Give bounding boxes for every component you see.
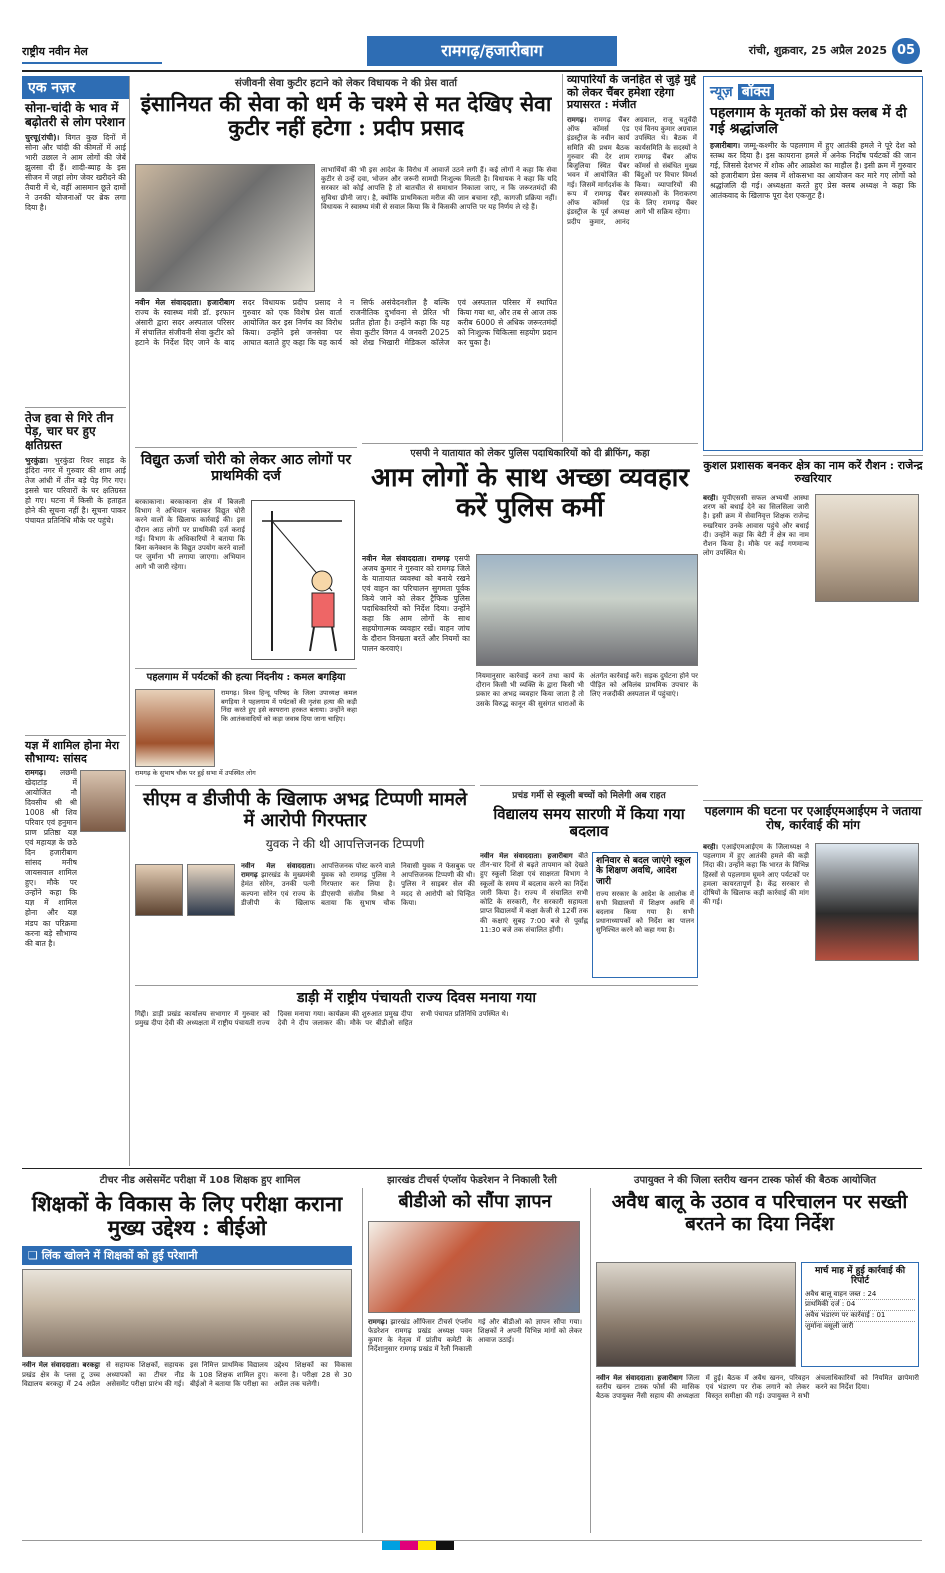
strip-kicker-2: झारखंड टीचर्स एंप्लॉय फेडरेशन ने निकाली रैली <box>387 1175 557 1186</box>
news-box-body: हजारीबाग। जम्मू-कश्मीर के पहलगाम में हुए आतंकी हमले ने पूरे देश को स्तब्ध कर दिया है। इस कायराना हमले में अनेक निर्दोष पर्यटकों की जान गई, जिससे देशभर में शोक और आक्रोश का माहौल है। इसी क्रम में गुरुवार को हजारीबाग प्रेस क्लब में शोकसभा का आयोजन कर मारे गए लोगों को श्रद्धांजलि दी गई। अध्यक्षता करते हुए प्रेस क्लब अध्यक्ष ने कहा कि आतंकवाद के खिलाफ पूरा देश एकजुट है। <box>710 141 916 201</box>
school-body: नवीन मेल संवाददाता। हजारीबाग बीते तीन-चार दिनों से बढ़ते तापमान को देखते हुए स्कूली शिक्षा एवं साक्षरता विभाग ने स्कूलों के समय में बदलाव करने का निर्देश जारी किया है। राज्य में संचालित सभी कोटि के सरकारी, गैर सरकारी सहायता प्राप्त विद्यालयों में कक्षा केजी से 12वीं तक की कक्षाएं सुबह 7:00 बजे से पूर्वाह्न 11:30 बजे तक संचालित होंगी। <box>480 852 588 934</box>
nazar-item-3-body: रामगढ़। लछमी खेदाटांड़ में आयोजित नौ दिवसीय श्री श्री 1008 श्री शिव परिवार एवं हनुमान प्राण प्रतिष्ठा यज्ञ एवं महायज्ञ के छठे दिन हजारीबाग सांसद मनीष जायसवाल शामिल हुए। मौके पर उन्होंने कहा कि यज्ञ में शामिल होना और यज्ञ मंडप का परिक्रमा करना बड़े सौभाग्य की बात है। <box>25 768 77 948</box>
news-box-headline: पहलगाम के मृतकों को प्रेस क्लब में दी गई श्रद्धांजलि <box>710 105 907 138</box>
nazar-item-1-body: चुरचू(रांची)। विगत कुछ दिनों में सोना और चांदी की कीमतों में आई भारी उछाल ने आम लोगों की जेबें झुलसा दी हैं। शादी-ब्याह के इस सीजन में जहां लोग जेवर खरीदने की तैयारी में थे, वहीं आसमान छूते दामों ने उनकी योजनाओं पर ब्रेक लगा दिया है। <box>25 132 126 212</box>
panchayati-raj-story <box>135 985 698 1160</box>
press-body-right: लाभार्थियों की भी इस आदेश के विरोध में आवाजें उठने लगी हैं। कई लोगों ने कहा कि सेवा कुटीर से उन्हें दवा, भोजन और जरूरी सामग्री निःशुल्क मिलती है। विधायक ने कहा कि यदि सरकार को कोई आपत्ति है तो बातचीत से समाधान निकाला जाए, न कि जरूरतमंदों की सुविधा छीनी जाए। है, क्योंकि प्राथमिकता मरीज की जान बचाना रही, कागजी प्रक्रिया नहीं। विधायक ने स्वास्थ्य मंत्री से सवाल किया कि वे किसकी आपत्ति पर यह निर्णय ले रहे हैं। <box>321 166 557 211</box>
nazar-item-2-body: भुरकुंडा। भुरकुंडा रिवर साइड के इंदिरा नगर में गुरुवार की शाम आई तेज आंधी में तीन बड़े पेड़ गिर गए। इससे चार परिवारों के घर क्षतिग्रस्त हो गए। घटना में किसी के हताहत होने की सूचना नहीं है। सूचना पाकर पंचायत प्रतिनिधि मौके पर पहुंचे। <box>25 455 126 526</box>
chamber-body: रामगढ़। रामगढ़ चैंबर ऑफ कॉमर्स एंड इंडस्ट्रीज के नवीन कार्य समिति की प्रथम बैठक गुरुवार की देर शाम बिजुलिया स्थित चैंबर भवन में आयोजित की गई। जिसमें मार्गदर्शक के रूप में रामगढ़ चैंबर ऑफ कॉमर्स एंड इंडस्ट्रीज के पूर्व अध्यक्ष प्रदीप कुमार, आनंद अग्रवाल, राजू चतुर्वेदी एवं विनय कुमार अग्रवाल उपस्थित थे। बैठक में कार्यसमिति के सदस्यों ने रामगढ़ चैंबर ऑफ कॉमर्स से संबंधित मुख्य बिंदुओं पर विचार विमर्श किया। व्यापारियों की समस्याओं के निराकरण के लिए रामगढ़ चैंबर आगे भी सक्रिय रहेगा। <box>567 115 697 226</box>
pahalgam-condemn-story <box>135 668 357 780</box>
school-box-head: शनिवार से बदल जाएंगे स्कूल के शिक्षण अवधि, आदेश जारी <box>596 856 691 887</box>
elec-body: बरकाकाना। बरकाकाना क्षेत्र में बिजली विभाग ने अभियान चलाकर विद्युत चोरी करने वालों के खिलाफ कार्रवाई की। इस दौरान आठ लोगों पर प्राथमिकी दर्ज कराई गई। विभाग के अधिकारियों ने बताया कि बिना कनेक्शन के विद्युत उपयोग करने वालों पर जुर्माना भी लगाया जाएगा। अभियान आगे भी जारी रहेगा। <box>135 498 245 571</box>
electricity-story <box>135 447 357 665</box>
arrest-photo-2 <box>187 864 235 916</box>
teacher-exam-story <box>22 1188 352 1533</box>
pahal-photo <box>135 689 215 767</box>
obit-photo <box>815 494 919 602</box>
bot3-photo <box>596 1262 796 1367</box>
obit-body: बरही। यूपीएससी सफल अभ्यर्थी आस्था शरण को बधाई देने का सिलसिला जारी है। इसी क्रम में सेवानिवृत्त शिक्षक राजेन्द्र रुखरियार उनके आवास पहुंचे और बधाई दी। उन्होंने कहा कि बेटी ने क्षेत्र का नाम रौशन किया है। मौके पर कई गणमान्य लोग उपस्थित थे। <box>703 494 809 558</box>
press-body: नवीन मेल संवाददाता। हजारीबाग राज्य के स्वास्थ्य मंत्री डॉ. इरफान अंसारी द्वारा सदर अस्पताल परिसर में संचालित संजीवनी सेवा कुटीर को हटाने के निर्देश दिए जाने के बाद सदर विधायक प्रदीप प्रसाद ने गुरुवार को एक विशेष प्रेस वार्ता आयोजित कर इस निर्णय का विरोध किया। उन्होंने इसे जनसेवा पर आघात बताते हुए कहा कि यह कार्य न सिर्फ असंवेदनशील है बल्कि राजनीतिक दुर्भावना से प्रेरित भी प्रतीत होता है। उन्होंने कहा कि यह सेवा कुटीर विगत 4 जनवरी 2025 को शेख भिखारी मेडिकल कॉलेज एवं अस्पताल परिसर में स्थापित किया गया था, और तब से आज तक करीब 6000 से अधिक जरूरतमंदों को निःशुल्क चिकित्सा सहयोग प्रदान कर चुका है। <box>135 298 557 348</box>
ek-nazar-tag: एक नज़र <box>22 76 129 99</box>
chamber-story <box>562 74 697 442</box>
bot3-box-line-2: प्राथमिकी दर्ज : 04 <box>805 1300 915 1311</box>
memorandum-story <box>362 1188 582 1533</box>
police-photo <box>476 554 698 666</box>
school-headline: विद्यालय समय सारणी में किया गया बदलाव <box>493 805 685 841</box>
arrest-headline: सीएम व डीजीपी के खिलाफ अभद्र टिप्पणी मामले में आरोपी गिरफ्तार <box>142 789 468 831</box>
press-photo <box>135 164 315 292</box>
strip-kicker-1: टीचर नीड असेसमेंट परीक्षा में 108 शिक्षक हुए शामिल <box>99 1175 301 1186</box>
aimim-body: बरही। एआईएमआईएम के जिलाध्यक्ष ने पहलगाम में हुए आतंकी हमले की कड़ी निंदा की। उन्होंने कहा कि भारत के विभिन्न हिस्सों से पहलगाम घूमने आए पर्यटकों पर हमला कायरतापूर्ण है। केंद्र सरकार से दोषियों के खिलाफ कड़ी कार्रवाई की मांग की गई। <box>703 843 809 907</box>
pahal-caption: रामगढ़ के सुभाष चौक पर हुई सभा में उपस्थित लोग <box>135 769 256 777</box>
bot3-headline: अवैध बालू के उठाव व परिचालन पर सख्ती बरतने का दिया निर्देश <box>611 1191 908 1235</box>
police-kicker: एसपी ने यातायात को लेकर पुलिस पदाधिकारियों को दी ब्रीफिंग, कहा <box>410 448 650 459</box>
school-box-body: राज्य सरकार के आदेश के आलोक में सभी विद्यालयों में शिक्षण अवधि में बदलाव किया गया है। सभी प्रधानाध्यापकों को निर्देश का पालन सुनिश्चित करने को कहा गया है। <box>596 890 694 934</box>
bot2-photo <box>368 1221 580 1313</box>
electricity-cartoon <box>251 500 355 660</box>
pahal-headline: पहलगाम में पर्यटकों की हत्या निंदनीय : कमल बगड़िया <box>146 672 346 683</box>
footer-register-strip <box>22 1540 922 1550</box>
paper-logo: राष्ट्रीय नवीन मेल <box>22 40 162 64</box>
press-kicker: संजीवनी सेवा कुटीर हटाने को लेकर विधायक ने की प्रेस वार्ता <box>235 78 457 89</box>
arrest-sub: युवक ने की थी आपत्तिजनक टिप्पणी <box>265 837 425 852</box>
bot3-body: नवीन मेल संवाददाता। हजारीबाग जिला स्तरीय खनन टास्क फोर्स की मासिक बैठक उपायुक्त नैंसी सहाय की अध्यक्षता में हुई। बैठक में अवैध खनन, परिवहन एवं भंडारण पर रोक लगाने को लेकर विस्तृत समीक्षा की गई। उपायुक्त ने सभी अंचलाधिकारियों को नियमित छापेमारी करने का निर्देश दिया। <box>596 1374 919 1401</box>
bot2-body: रामगढ़। झारखंड ऑफिसर टीचर्स एंप्लॉय फेडरेशन रामगढ़ प्रखंड अध्यक्ष पवन कुमार के नेतृत्व में प्रांतीय कमेटी के निर्देशानुसार रामगढ़ प्रखंड में रैली निकाली गई और बीडीओ को ज्ञापन सौंपा गया। शिक्षकों ने अपनी विभिन्न मांगों को लेकर आवाज उठाई। <box>368 1317 582 1354</box>
police-body-left: नवीन मेल संवाददाता। रामगढ़ एसपी अजय कुमार ने गुरुवार को रामगढ़ जिले के यातायात व्यवस्था को बनाये रखने एवं वाहन का परिचालन सुगमता पूर्वक किये जाने को लेकर ट्रैफिक पुलिस पदाधिकारियों को निर्देश दिया। उन्होंने कहा कि आम लोगों के साथ सहयोगात्मक व्यवहार रखें। वाहन जांच के दौरान विनम्रता बरतें और नियमों का पालन करवाएं। <box>362 554 470 654</box>
pahal-body: रामगढ़। विश्व हिन्दू परिषद के जिला उपाध्यक्ष कमल बगड़िया ने पहलगाम में पर्यटकों की नृशंस हत्या की कड़ी निंदा करते हुए इसे कायराना हरकत बताया। उन्होंने कहा कि आतंकवादियों को कड़ा जवाब दिया जाना चाहिए। <box>221 689 357 724</box>
page-number: 05 <box>892 38 920 64</box>
bot3-box-line-3: अवैध भंडारण पर कार्रवाई : 01 <box>805 1311 915 1322</box>
school-kicker: प्रचंड गर्मी से स्कूली बच्चों को मिलेगी अब राहत <box>512 791 666 801</box>
news-box-tag-1: न्यूज़ <box>710 84 733 100</box>
strip-kicker-3: उपायुक्त ने की जिला स्तरीय खनन टास्क फोर्स की बैठक आयोजित <box>633 1175 877 1186</box>
obit-headline: कुशल प्रशासक बनकर क्षेत्र का नाम करें रौशन : राजेन्द्र रुखरियार <box>703 459 923 485</box>
bot1-body: नवीन मेल संवाददाता। बरकट्ठा प्रखंड क्षेत्र के प्लस टू उच्च विद्यालय बरकट्ठा में 24 अप्रैल से सहायक शिक्षकों, सहायक अध्यापकों का टीचर नीड असेसमेंट परीक्षा प्रारंभ की गई। इस निमित्त प्राथमिक विद्यालय के 108 शिक्षक शामिल हुए। बीईओ ने बताया कि परीक्षा का उद्देश्य शिक्षकों का विकास करना है। परीक्षा 28 से 30 अप्रैल तक चलेगी। <box>22 1361 352 1388</box>
nazar-item-1-head: सोना-चांदी के भाव में बढ़ोतरी से लोग परेशान <box>25 101 125 129</box>
rajya-body: गिद्दी। डाड़ी प्रखंड कार्यालय सभागार में गुरुवार को प्रमुख दीपा देवी की अध्यक्षता में राष्ट्रीय पंचायती राज्य दिवस मनाया गया। कार्यक्रम की शुरुआत प्रमुख दीपा देवी ने दीप जलाकर की। मौके पर बीडीओ सहित सभी पंचायत प्रतिनिधि उपस्थित थे। <box>135 1010 509 1028</box>
police-story <box>362 443 698 780</box>
section-banner: रामगढ़/हजारीबाग <box>367 36 617 66</box>
aimim-story <box>703 800 923 1152</box>
cartoon-drawing <box>252 501 356 661</box>
press-conference-story <box>135 74 557 442</box>
aimim-headline: पहलगाम की घटना पर एआईएमआईएम ने जताया रोष, कार्रवाई की मांग <box>704 804 922 832</box>
ek-nazar-column <box>22 76 130 1166</box>
arrest-body: नवीन मेल संवाददाता। रामगढ़ झारखंड के मुख्यमंत्री हेमंत सोरेन, उनकी पत्नी कल्पना सोरेन एवं राज्य के डीजीपी के खिलाफ आपत्तिजनक पोस्ट करने वाले युवक को रामगढ़ पुलिस ने गिरफ्तार कर लिया है। डीएसपी संजीव मिश्रा ने बताया कि सुभाष चौक निवासी युवक ने फेसबुक पर आपत्तिजनक टिप्पणी की थी। पुलिस ने साइबर सेल की मदद से आरोपी को चिन्हित किया। <box>241 862 475 907</box>
arrest-photo-1 <box>135 864 183 916</box>
chamber-headline: व्यापारियों के जनहित से जुड़े मुद्दे को लेकर चैंबर हमेशा रहेगा प्रयासरत : मंजीत <box>567 74 696 112</box>
profile-story <box>703 455 923 795</box>
school-story <box>480 785 698 980</box>
bot1-photo <box>22 1269 352 1357</box>
bot3-box <box>801 1262 919 1367</box>
elec-headline: विद्युत ऊर्जा चोरी को लेकर आठ लोगों पर प्राथमिकी दर्ज <box>140 452 352 485</box>
press-headline: इंसानियत की सेवा को धर्म के चश्मे से मत देखिए सेवा कुटीर नहीं हटेगा : प्रदीप प्रसाद <box>140 91 552 141</box>
masthead <box>22 36 922 68</box>
bot2-headline: बीडीओ को सौंपा ज्ञापन <box>398 1191 552 1212</box>
sand-mining-story <box>590 1188 923 1533</box>
bot1-headline: शिक्षकों के विकास के लिए परीक्षा कराना मुख्य उद्देश्य : बीईओ <box>31 1191 343 1241</box>
police-body-right: नियमानुसार कार्रवाई करने तथा कार्य के दौरान किसी भी व्यक्ति के द्वारा किसी भी प्रकार का अभद्र व्यवहार किया जाता है तो उसके विरुद्ध कानून की सुसंगत धाराओं के अंतर्गत कार्रवाई करें। सड़क दुर्घटना होने पर पीड़ित को अविलंब प्राथमिक उपचार के लिए नजदीकी अस्पताल में पहुंचाएं। <box>476 672 698 708</box>
police-headline: आम लोगों के साथ अच्छा व्यवहार करें पुलिस कर्मी <box>371 463 689 523</box>
bot3-box-head: मार्च माह में हुई कार्रवाई की रिपोर्ट <box>814 1266 906 1287</box>
school-box <box>592 852 698 978</box>
dateline: रांची, शुक्रवार, 25 अप्रैल 2025 <box>748 44 887 57</box>
nazar-item-3-head: यज्ञ में शामिल होना मेरा सौभाग्य: सांसद <box>25 738 120 765</box>
bot3-box-line-1: अवैध बालू वाहन जब्त : 24 <box>805 1290 915 1301</box>
bot3-box-line-4: जुर्माना वसूली जारी <box>805 1322 854 1331</box>
news-box <box>703 76 923 451</box>
sub-square-icon: ❑ <box>28 1249 42 1263</box>
nazar-item-2-head: तेज हवा से गिरे तीन पेड़, चार घर हुए क्षतिग्रस्त <box>25 410 114 453</box>
arrest-story <box>135 785 475 980</box>
mp-photo <box>80 770 126 832</box>
rajya-headline: डाड़ी में राष्ट्रीय पंचायती राज्य दिवस मनाया गया <box>296 990 537 1006</box>
aimim-photo <box>815 843 919 961</box>
news-box-tag-2: बॉक्स <box>738 84 775 100</box>
bot1-sub: ❑ लिंक खोलने में शिक्षकों को हुई परेशानी <box>22 1246 352 1265</box>
